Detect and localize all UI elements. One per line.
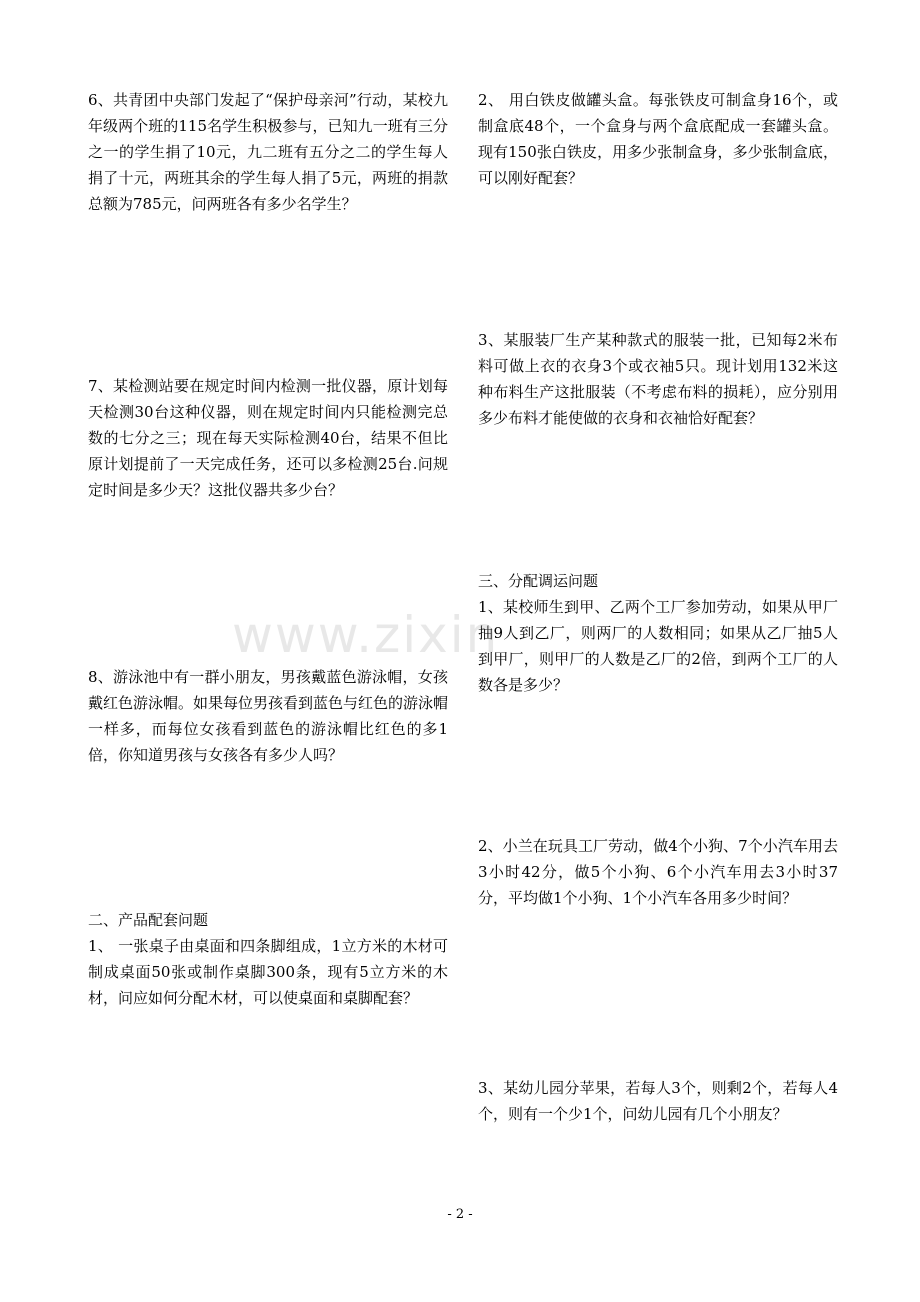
section-2-question-1-text: 1、 一张桌子由桌面和四条脚组成，1立方米的木材可制成桌面50张或制作桌脚300条，现有5立方米的木材，问应如何分配木材，可以使桌面和桌脚配套？ [88, 937, 448, 1007]
section-2-heading: 二、产品配套问题 [88, 911, 209, 929]
question-7-text: 7、某检测站要在规定时间内检测一批仪器，原计划每天检测30台这种仪器，则在规定时间内只能检测完总数的七分之三；现在每天实际检测40台，结果不但比原计划提前了一天完成任务，还可以多检测25台.问规定时间是多少天？这批仪器共多少台？ [88, 377, 448, 499]
section-3-question-3 [478, 1075, 838, 1127]
question-6 [88, 87, 448, 217]
page-number: - 2 - [447, 1207, 473, 1222]
section-2-question-3 [478, 327, 838, 431]
section-3-heading: 三、分配调运问题 [478, 572, 599, 590]
question-8 [88, 664, 448, 768]
section-3-question-1-text: 1、某校师生到甲、乙两个工厂参加劳动，如果从甲厂抽9人到乙厂，则两厂的人数相同；如果从乙厂抽5人到甲厂，则甲厂的人数是乙厂的2倍，到两个工厂的人数各是多少？ [478, 598, 838, 694]
section-3-question-3-text: 3、某幼儿园分苹果，若每人3个，则剩2个，若每人4个，则有一个少1个，问幼儿园有几个小朋友？ [478, 1079, 838, 1123]
section-3-question-2 [478, 833, 838, 911]
section-2-question-2 [478, 87, 838, 191]
question-6-text: 6、共青团中央部门发起了“保护母亲河”行动，某校九年级两个班的115名学生积极参与，已知九一班有三分之一的学生捐了10元，九二班有五分之二的学生每人捐了十元，两班其余的学生每人捐了5元，两班的捐款总额为785元，问两班各有多少名学生？ [88, 91, 448, 213]
section-2-question-2-text: 2、 用白铁皮做罐头盒。每张铁皮可制盒身16个，或制盒底48个，一个盒身与两个盒底配成一套罐头盒。现有150张白铁皮，用多少张制盒身，多少张制盒底，可以刚好配套？ [478, 91, 838, 187]
section-2 [88, 907, 448, 1011]
section-3 [478, 568, 838, 698]
section-2-question-3-text: 3、某服装厂生产某种款式的服装一批，已知每2米布料可做上衣的衣身3个或衣袖5只。现计划用132米这种布料生产这批服装（不考虑布料的损耗），应分别用多少布料才能使做的衣身和衣袖恰好配套？ [478, 331, 838, 427]
question-7 [88, 373, 448, 503]
question-8-text: 8、游泳池中有一群小朋友，男孩戴蓝色游泳帽，女孩戴红色游泳帽。如果每位男孩看到蓝色与红色的游泳帽一样多，而每位女孩看到蓝色的游泳帽比红色的多1倍，你知道男孩与女孩各有多少人吗？ [88, 668, 449, 764]
watermark: www.zixin [232, 606, 500, 664]
section-3-question-2-text: 2、小兰在玩具工厂劳动，做4个小狗、7个小汽车用去3小时42分，做5个小狗、6个小汽车用去3小时37分，平均做1个小狗、1个小汽车各用多少时间？ [478, 837, 838, 907]
